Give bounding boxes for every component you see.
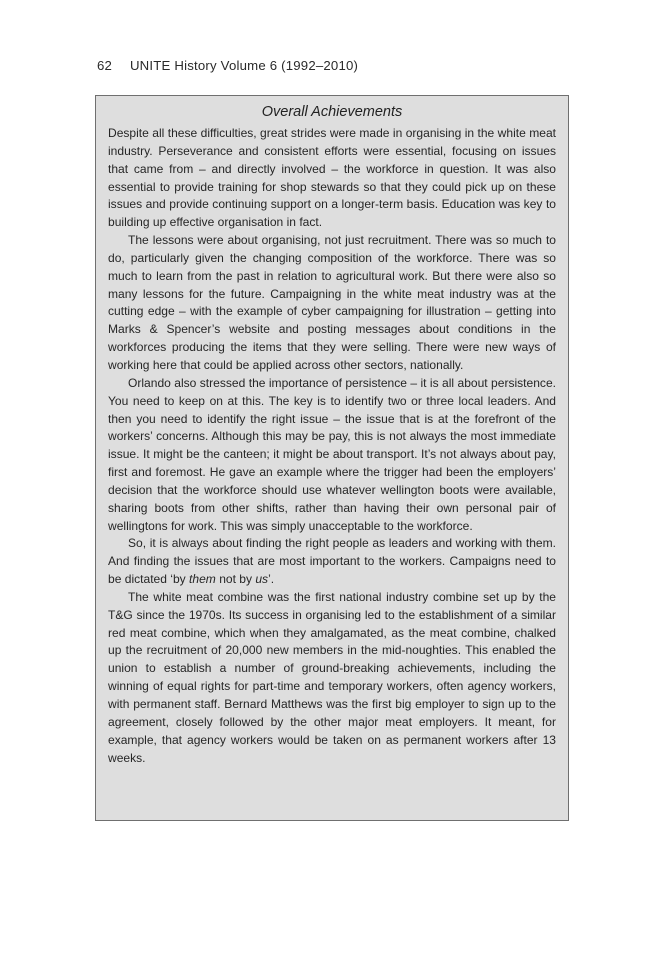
- paragraph-1: Despite all these difficulties, great strides were made in organising in the white meat industry. Perseverance and consistent efforts were essential, focusing on issues that came from – and directly involved – the workforce in question. It was also essential to provide training for shop stewards so that they could pick up on these issues and provide continuing support on a longer-term basis. Education was key to building up effective organisation in fact.: [108, 126, 556, 230]
- paragraph-4: [108, 535, 556, 589]
- paragraph-2: The lessons were about organising, not just recruitment. There was so much to do, particularly given the changing composition of the workforce. There was so much to learn from the past in relation to agricultural work. But there were also so many lessons for the future. Campaigning in the white meat industry was at the cutting edge – with the example of cyber campaigning for illustration – getting into Marks & Spencer’s website and posting messages about conditions in the workforces producing the items that they were selling. There were new ways of working here that could be applied across other sectors, nationally.: [108, 233, 556, 372]
- book-title: UNITE History Volume 6 (1992–2010): [129, 58, 359, 73]
- paragraph-4-em-us: us: [255, 572, 269, 587]
- paragraph-4-em-them: them: [189, 572, 216, 587]
- sidebar-box: [95, 95, 569, 821]
- paragraph-4-end: ’.: [268, 572, 275, 587]
- paragraph-5: The white meat combine was the first national industry combine set up by the T&G since the 1970s. Its success in organising led to the establishment of a similar red meat combine, which when they amalgamated, as the meat combine, chalked up the recruitment of 20,000 new members in the mid-noughties. This enabled the union to establish a number of ground-breaking achievements, including the winning of equal rights for part-time and temporary workers, often agency workers, with permanent staff. Bernard Matthews was the first big employer to sign up to the agreement, closely followed by the other major meat employers. It meant, for example, that agency workers would be taken on as permanent workers after 13 weeks.: [108, 589, 556, 765]
- page-number: 62: [97, 58, 113, 73]
- paragraph-4-start: So, it is always about finding the right people as leaders and working with them. And finding the issues that are most important to the workers. Campaigns need to be dictated ‘by: [108, 536, 556, 587]
- running-head: [97, 58, 358, 73]
- paragraph-3: Orlando also stressed the importance of persistence – it is all about persistence. You need to keep on at this. The key is to identify two or three local leaders. And then you need to identify the right issue – the issue that is at the forefront of the workers’ concerns. Although this may be pay, this is not always the most immediate issue. It might be the canteen; it might be about transport. It’s not always about pay, first and foremost. He gave an example where the trigger had been the employers’ decision that the workforce should use whatever wellington boots were available, sharing boots from other shifts, rather than having their own personal pair of wellingtons for work. This was simply unacceptable to the workforce.: [108, 375, 556, 533]
- paragraph-4-mid: not by: [215, 572, 256, 587]
- box-title: Overall Achievements: [261, 104, 403, 120]
